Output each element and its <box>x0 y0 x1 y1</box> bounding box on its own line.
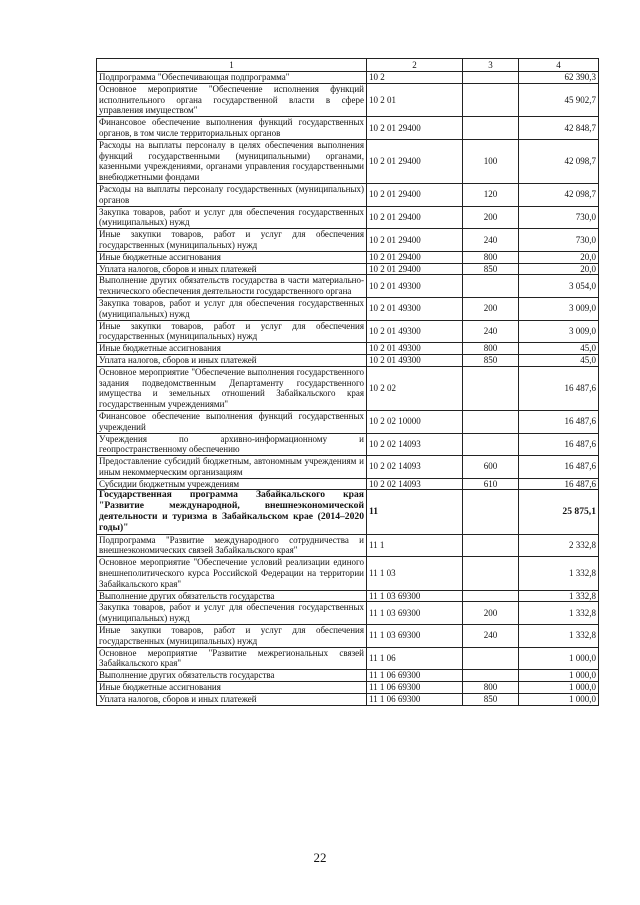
row-name-cell: Иные бюджетные ассигнования <box>97 251 367 263</box>
budget-table-container <box>96 58 598 706</box>
header-col-3: 3 <box>463 59 519 72</box>
row-type-cell <box>463 590 519 602</box>
row-name-cell: Основное мероприятие "Обеспечение выполнения государственного задания подведомственным Департаменту государственного имущества и земельных отношений Забайкальского края государственным учреждениями" <box>97 366 367 410</box>
row-code-cell: 11 <box>367 490 463 534</box>
row-sum-cell: 3 009,0 <box>519 297 599 320</box>
row-type-cell: 120 <box>463 183 519 206</box>
row-type-cell: 850 <box>463 354 519 366</box>
row-sum-cell: 20,0 <box>519 263 599 275</box>
row-type-cell <box>463 366 519 410</box>
row-name-cell: Иные закупки товаров, работ и услуг для обеспечения государственных (муниципальных) нужд <box>97 320 367 343</box>
row-name-cell: Субсидии бюджетным учреждениям <box>97 478 367 490</box>
row-name-cell: Финансовое обеспечение выполнения функций государственных органов, в том числе территориальных органов <box>97 117 367 140</box>
row-sum-cell: 45,0 <box>519 354 599 366</box>
table-row <box>97 670 599 682</box>
page-number: 22 <box>313 850 327 865</box>
row-name-cell: Государственная программа Забайкальского края "Развитие международной, внешнеэкономической деятельности и туризма в Забайкальском крае (2014–2020 годы)" <box>97 490 367 534</box>
row-name-cell: Уплата налогов, сборов и иных платежей <box>97 354 367 366</box>
row-sum-cell: 3 054,0 <box>519 275 599 298</box>
table-row <box>97 682 599 694</box>
budget-table <box>96 58 599 706</box>
row-type-cell <box>463 72 519 84</box>
row-code-cell: 10 2 02 <box>367 366 463 410</box>
row-name-cell: Основное мероприятие "Развитие межрегиональных связей Забайкальского края" <box>97 647 367 670</box>
row-code-cell: 11 1 06 69300 <box>367 670 463 682</box>
row-sum-cell: 16 487,6 <box>519 410 599 433</box>
row-name-cell: Выполнение других обязательств государства <box>97 590 367 602</box>
row-name-cell: Закупка товаров, работ и услуг для обеспечения государственных (муниципальных) нужд <box>97 297 367 320</box>
row-sum-cell: 1 000,0 <box>519 693 599 705</box>
row-name-cell: Уплата налогов, сборов и иных платежей <box>97 263 367 275</box>
row-code-cell: 10 2 02 14093 <box>367 456 463 479</box>
row-sum-cell: 25 875,1 <box>519 490 599 534</box>
row-name-cell: Финансовое обеспечение выполнения функций государственных учреждений <box>97 410 367 433</box>
table-row <box>97 366 599 410</box>
table-row <box>97 183 599 206</box>
row-type-cell <box>463 534 519 557</box>
row-sum-cell: 45,0 <box>519 343 599 355</box>
row-sum-cell: 2 332,8 <box>519 534 599 557</box>
row-type-cell <box>463 647 519 670</box>
table-row <box>97 602 599 625</box>
row-type-cell: 200 <box>463 206 519 229</box>
row-code-cell: 10 2 01 49300 <box>367 343 463 355</box>
row-name-cell: Уплата налогов, сборов и иных платежей <box>97 693 367 705</box>
table-row <box>97 83 599 116</box>
row-name-cell: Подпрограмма "Развитие международного сотрудничества и внешнеэкономических связей Забайкальского края" <box>97 534 367 557</box>
row-code-cell: 10 2 01 29400 <box>367 206 463 229</box>
row-code-cell: 10 2 01 29400 <box>367 183 463 206</box>
row-name-cell: Иные закупки товаров, работ и услуг для обеспечения государственных (муниципальных) нужд <box>97 229 367 252</box>
table-row <box>97 297 599 320</box>
row-type-cell <box>463 670 519 682</box>
row-code-cell: 11 1 06 69300 <box>367 693 463 705</box>
row-sum-cell: 42 848,7 <box>519 117 599 140</box>
row-sum-cell: 16 487,6 <box>519 478 599 490</box>
row-code-cell: 10 2 01 29400 <box>367 251 463 263</box>
row-name-cell: Учреждения по архивно-информационному и геопространственному обеспечению <box>97 433 367 456</box>
row-type-cell: 200 <box>463 602 519 625</box>
row-name-cell: Выполнение других обязательств государства <box>97 670 367 682</box>
row-code-cell: 10 2 01 29400 <box>367 117 463 140</box>
row-code-cell: 10 2 01 49300 <box>367 320 463 343</box>
row-code-cell: 10 2 01 29400 <box>367 139 463 183</box>
row-sum-cell: 1 000,0 <box>519 682 599 694</box>
row-type-cell: 100 <box>463 139 519 183</box>
table-row <box>97 117 599 140</box>
row-type-cell: 800 <box>463 251 519 263</box>
row-type-cell: 240 <box>463 320 519 343</box>
table-row <box>97 251 599 263</box>
row-code-cell: 11 1 <box>367 534 463 557</box>
row-code-cell: 10 2 01 <box>367 83 463 116</box>
row-type-cell: 600 <box>463 456 519 479</box>
row-code-cell: 11 1 03 69300 <box>367 602 463 625</box>
row-code-cell: 10 2 02 14093 <box>367 478 463 490</box>
row-type-cell <box>463 275 519 298</box>
row-type-cell: 610 <box>463 478 519 490</box>
table-row <box>97 275 599 298</box>
row-name-cell: Закупка товаров, работ и услуг для обеспечения государственных (муниципальных) нужд <box>97 602 367 625</box>
row-sum-cell: 730,0 <box>519 229 599 252</box>
table-row <box>97 647 599 670</box>
row-sum-cell: 45 902,7 <box>519 83 599 116</box>
row-sum-cell: 16 487,6 <box>519 456 599 479</box>
row-sum-cell: 1 332,8 <box>519 557 599 590</box>
row-type-cell: 800 <box>463 343 519 355</box>
row-sum-cell: 730,0 <box>519 206 599 229</box>
row-type-cell: 200 <box>463 297 519 320</box>
row-code-cell: 10 2 02 14093 <box>367 433 463 456</box>
table-row <box>97 263 599 275</box>
row-code-cell: 11 1 03 <box>367 557 463 590</box>
table-row <box>97 693 599 705</box>
row-code-cell: 11 1 06 <box>367 647 463 670</box>
row-sum-cell: 20,0 <box>519 251 599 263</box>
table-row <box>97 72 599 84</box>
row-sum-cell: 1 332,8 <box>519 602 599 625</box>
row-name-cell: Иные бюджетные ассигнования <box>97 682 367 694</box>
table-row <box>97 343 599 355</box>
table-row <box>97 206 599 229</box>
row-code-cell: 10 2 <box>367 72 463 84</box>
row-code-cell: 10 2 01 49300 <box>367 275 463 298</box>
row-type-cell: 240 <box>463 229 519 252</box>
row-sum-cell: 16 487,6 <box>519 433 599 456</box>
row-name-cell: Закупка товаров, работ и услуг для обеспечения государственных (муниципальных) нужд <box>97 206 367 229</box>
row-type-cell: 850 <box>463 263 519 275</box>
row-sum-cell: 62 390,3 <box>519 72 599 84</box>
table-row <box>97 456 599 479</box>
table-row <box>97 139 599 183</box>
row-sum-cell: 1 332,8 <box>519 625 599 648</box>
row-name-cell: Выполнение других обязательств государства в части материально-технического обеспечения деятельности государственного органа <box>97 275 367 298</box>
table-row <box>97 433 599 456</box>
row-name-cell: Основное мероприятие "Обеспечение условий реализации единого внешнеполитического курса Российской Федерации на территории Забайкальского края" <box>97 557 367 590</box>
row-code-cell: 10 2 01 49300 <box>367 354 463 366</box>
table-row <box>97 229 599 252</box>
table-row <box>97 478 599 490</box>
header-col-4: 4 <box>519 59 599 72</box>
row-name-cell: Расходы на выплаты персоналу государственных (муниципальных) органов <box>97 183 367 206</box>
row-name-cell: Предоставление субсидий бюджетным, автономным учреждениям и иным некоммерческим организациям <box>97 456 367 479</box>
table-row <box>97 534 599 557</box>
row-type-cell <box>463 83 519 116</box>
row-name-cell: Подпрограмма "Обеспечивающая подпрограмма" <box>97 72 367 84</box>
row-code-cell: 11 1 06 69300 <box>367 682 463 694</box>
table-row <box>97 410 599 433</box>
row-sum-cell: 42 098,7 <box>519 183 599 206</box>
row-name-cell: Иные закупки товаров, работ и услуг для обеспечения государственных (муниципальных) нужд <box>97 625 367 648</box>
table-row <box>97 354 599 366</box>
row-code-cell: 10 2 01 49300 <box>367 297 463 320</box>
row-type-cell: 800 <box>463 682 519 694</box>
row-type-cell <box>463 490 519 534</box>
row-type-cell <box>463 557 519 590</box>
row-type-cell: 850 <box>463 693 519 705</box>
row-code-cell: 10 2 02 10000 <box>367 410 463 433</box>
table-row <box>97 590 599 602</box>
row-name-cell: Основное мероприятие "Обеспечение исполнения функций исполнительного органа государственной власти в сфере управления имуществом" <box>97 83 367 116</box>
row-type-cell <box>463 117 519 140</box>
row-sum-cell: 1 000,0 <box>519 647 599 670</box>
row-code-cell: 11 1 03 69300 <box>367 625 463 648</box>
row-type-cell: 240 <box>463 625 519 648</box>
row-type-cell <box>463 410 519 433</box>
row-type-cell <box>463 433 519 456</box>
row-code-cell: 10 2 01 29400 <box>367 229 463 252</box>
table-row <box>97 320 599 343</box>
header-col-2: 2 <box>367 59 463 72</box>
table-row <box>97 625 599 648</box>
table-header-row <box>97 59 599 72</box>
table-row <box>97 490 599 534</box>
header-col-1: 1 <box>97 59 367 72</box>
row-code-cell: 10 2 01 29400 <box>367 263 463 275</box>
row-sum-cell: 16 487,6 <box>519 366 599 410</box>
row-sum-cell: 1 332,8 <box>519 590 599 602</box>
row-sum-cell: 1 000,0 <box>519 670 599 682</box>
row-name-cell: Расходы на выплаты персоналу в целях обеспечения выполнения функций государственными (муниципальными) органами, казенными учреждениями, органами управления государственными внебюджетными фондами <box>97 139 367 183</box>
row-sum-cell: 3 009,0 <box>519 320 599 343</box>
table-row <box>97 557 599 590</box>
row-code-cell: 11 1 03 69300 <box>367 590 463 602</box>
row-sum-cell: 42 098,7 <box>519 139 599 183</box>
table-body <box>97 72 599 706</box>
row-name-cell: Иные бюджетные ассигнования <box>97 343 367 355</box>
